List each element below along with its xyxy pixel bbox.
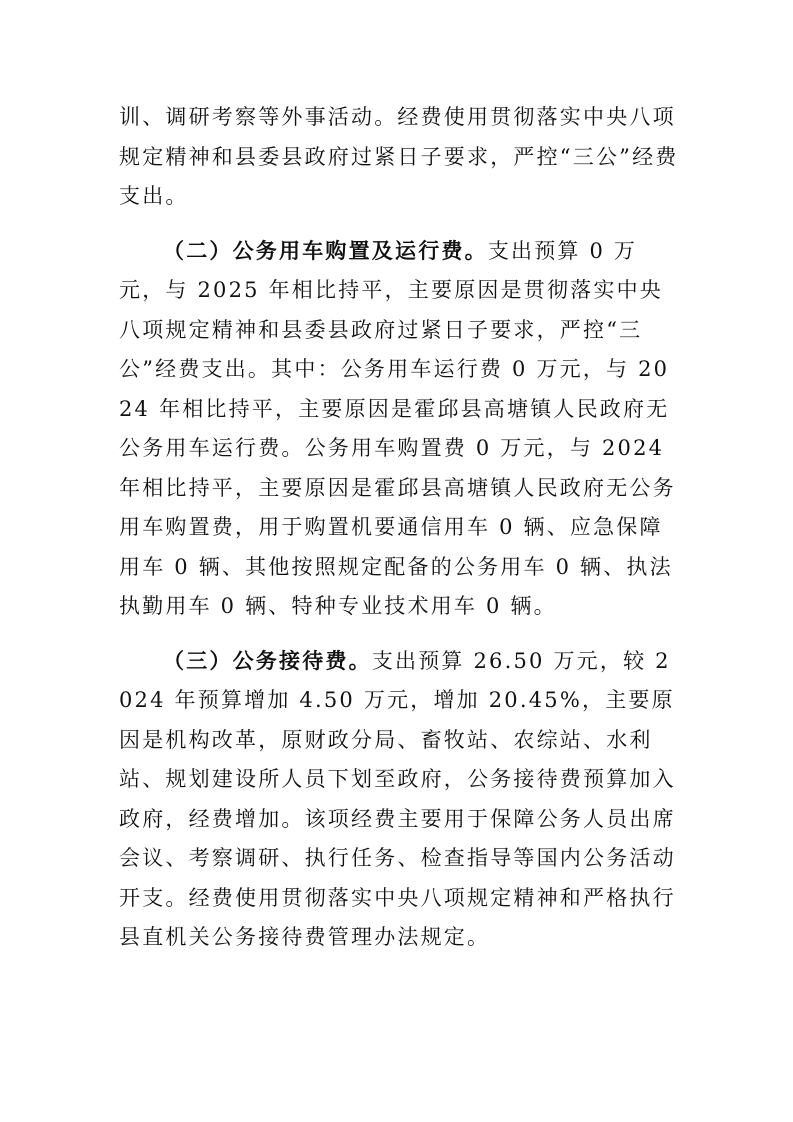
paragraph-text: 训、调研考察等外事活动。经费使用贯彻落实中央八项规定精神和县委县政府过紧日子要求，严控“三公”经费支出。 <box>119 105 679 208</box>
paragraph-reception-costs <box>119 641 679 958</box>
document-body <box>119 98 679 958</box>
paragraph-text: 支出预算 26.50 万元，较 2024 年预算增加 4.50 万元，增加 20.45%，主要原因是机构改革，原财政分局、畜牧站、农综站、水利站、规划建设所人员下划至政府，公务接待费预算加入政府，经费增加。该项经费主要用于保障公务人员出席会议、考察调研、执行任务、检查指导等国内公务活动开支。经费使用贯彻落实中央八项规定精神和严格执行县直机关公务接待费管理办法规定。 <box>119 648 676 949</box>
paragraph-text: 支出预算 0 万元，与 2025 年相比持平，主要原因是贯彻落实中央八项规定精神和县委县政府过紧日子要求，严控“三公”经费支出。其中：公务用车运行费 0 万元，与 2024 年相比持平，主要原因是霍邱县高塘镇人民政府无公务用车运行费。公务用车购置费 0 万元，与 2024 年相比持平，主要原因是霍邱县高塘镇人民政府无公务用车购置费，用于购置机要通信用车 0 辆、应急保障用车 0 辆、其他按照规定配备的公务用车 0 辆、执法执勤用车 0 辆、特种专业技术用车 0 辆。 <box>119 238 676 618</box>
section-heading-reception: （三）公务接待费。 <box>163 647 372 673</box>
paragraph-continuation <box>119 98 679 217</box>
paragraph-vehicle-costs <box>119 231 679 627</box>
section-heading-vehicle: （二）公务用车购置及运行费。 <box>163 237 488 263</box>
